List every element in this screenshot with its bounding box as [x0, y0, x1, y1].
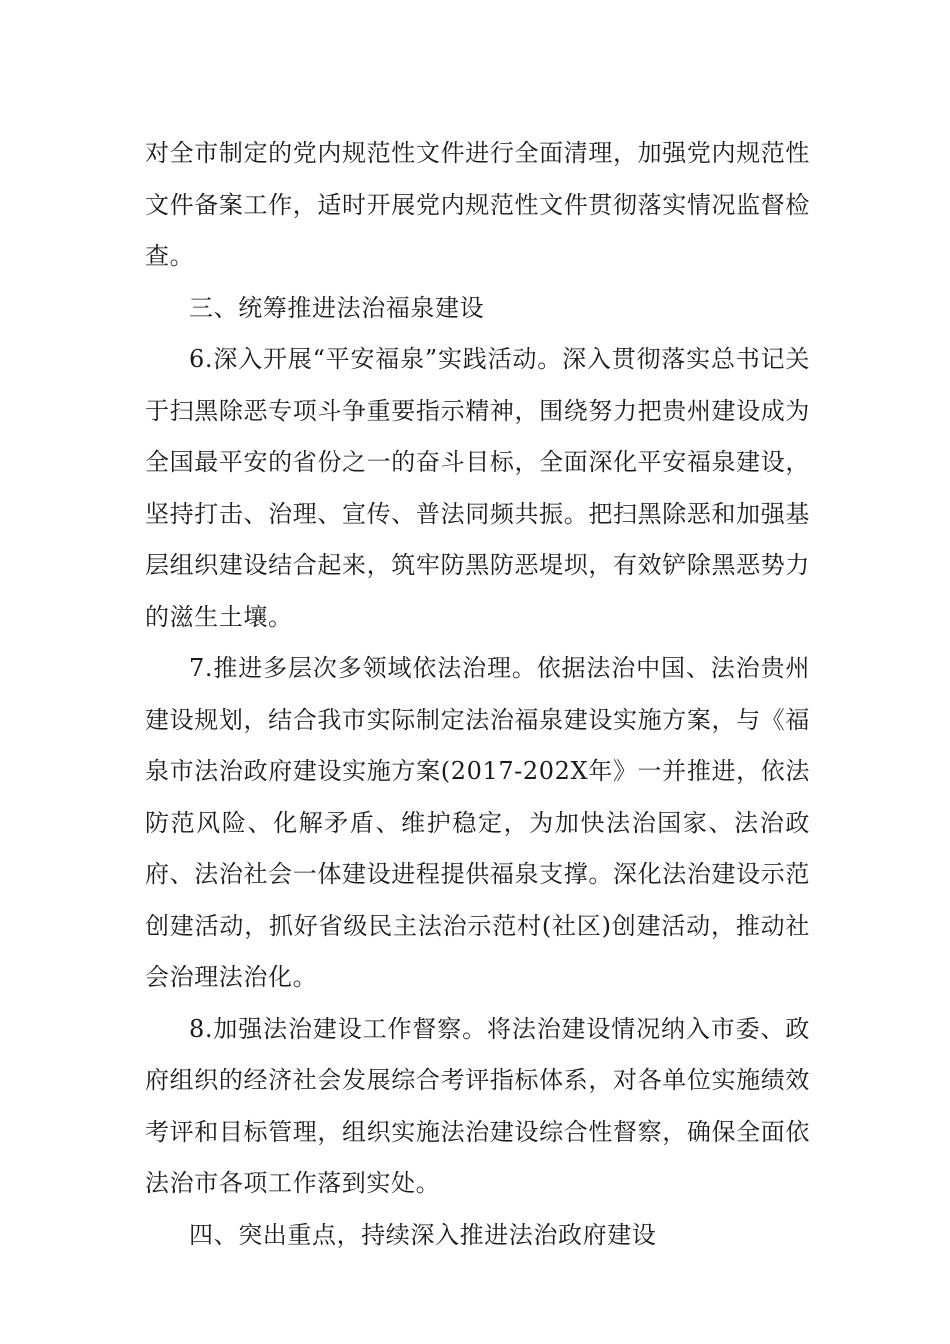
section-heading-4: 四、突出重点，持续深入推进法治政府建设: [189, 1220, 657, 1249]
document-body: [145, 128, 810, 1261]
paragraph-cleanup-documents: 对全市制定的党内规范性文件进行全面清理，加强党内规范性文件备案工作，适时开展党内规范性文件贯彻落实情况监督检查。: [145, 139, 810, 270]
paragraph-item-8: 8.加强法治建设工作督察。将法治建设情况纳入市委、政府组织的经济社会发展综合考评指标体系，对各单位实施绩效考评和目标管理，组织实施法治建设综合性督察，确保全面依法治市各项工作落到实处。: [145, 1014, 810, 1197]
paragraph-item-7: 7.推进多层次多领域依法治理。依据法治中国、法治贵州建设规划，结合我市实际制定法治福泉建设实施方案，与《福泉市法治政府建设实施方案(2017-202X年》一并推进，依法防范风险、化解矛盾、维护稳定，为加快法治国家、法治政府、法治社会一体建设进程提供福泉支撑。深化法治建设示范创建活动，抓好省级民主法治示范村(社区)创建活动，推动社会治理法治化。: [145, 654, 810, 991]
paragraph-item-6: 6.深入开展“平安福泉”实践活动。深入贯彻落实总书记关于扫黑除恶专项斗争重要指示精神，围绕努力把贵州建设成为全国最平安的省份之一的奋斗目标，全面深化平安福泉建设，坚持打击、治理、宣传、普法同频共振。把扫黑除恶和加强基层组织建设结合起来，筑牢防黑防恶堤坝，有效铲除黑恶势力的滋生土壤。: [145, 345, 810, 631]
section-heading-3: 三、统筹推进法治福泉建设: [189, 293, 485, 322]
